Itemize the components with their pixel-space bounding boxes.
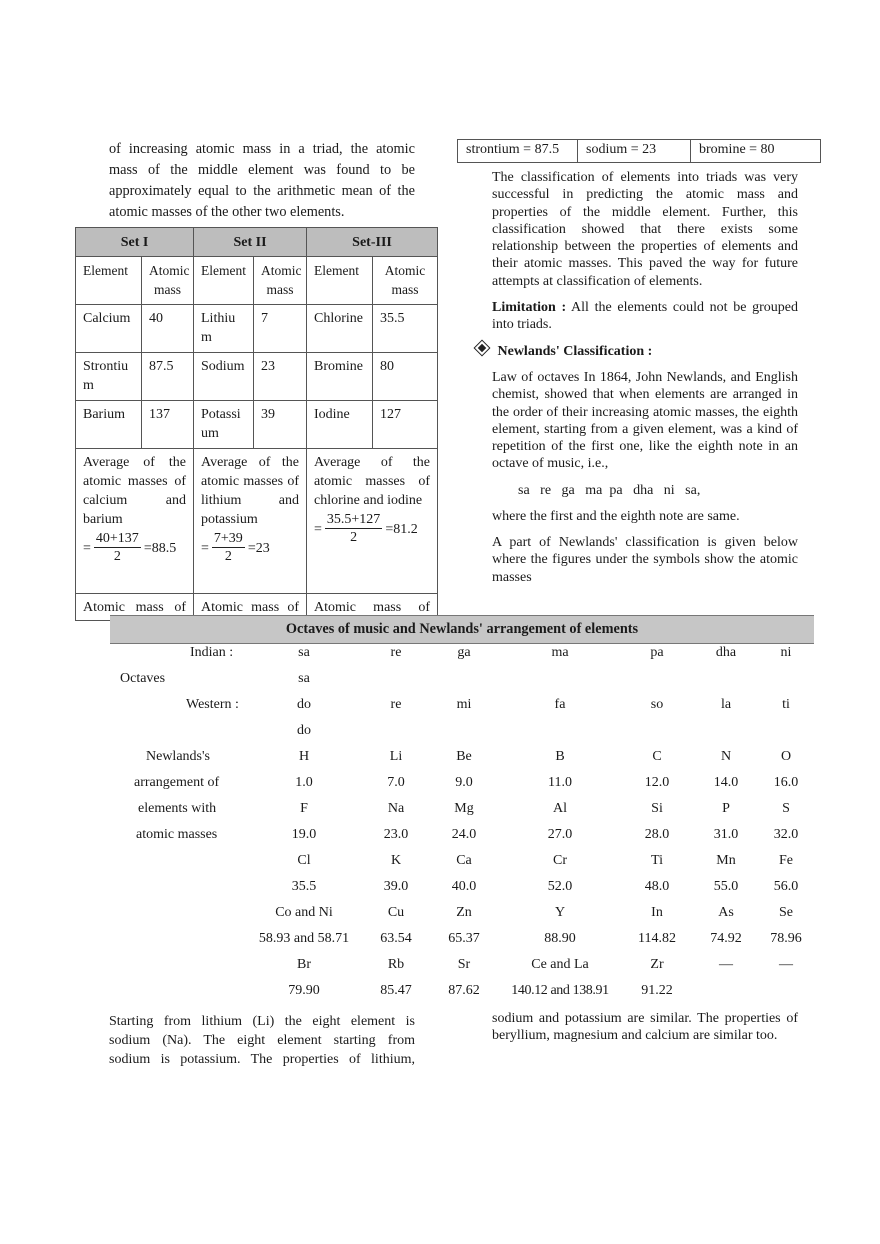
octave-cell: la [720,697,732,712]
octave-cell: 140.12 and 138.91 [511,983,609,998]
fraction [94,531,141,566]
text-line: sodium (Na). The eight element starting from [109,1033,415,1048]
newlands-label: atomic masses [136,827,218,842]
average-formula [314,512,418,547]
bottom-left-paragraph [109,1012,415,1069]
octave-cell: Ce and La [531,957,589,972]
octave-cell: 24.0 [451,827,477,842]
octave-cell: 78.96 [770,931,802,946]
octave-cell: Si [651,801,663,816]
average-row [76,449,438,594]
table-cell: Potassium [194,401,254,449]
octave-cell: Cr [553,853,567,868]
text-line: Starting from lithium (Li) the eight element is [109,1014,415,1029]
octave-cell: 16.0 [773,775,799,790]
column-header: Atomic mass [254,257,307,305]
newlands-label: Newlands's [146,749,210,764]
continuation-table [457,139,821,163]
octave-cell: 39.0 [383,879,409,894]
table-cell: 35.5 [373,305,438,353]
octave-cell: pa [650,645,664,660]
average-formula [201,531,270,566]
heading-text: Newlands' Classification : [497,344,653,359]
numerator: 40+137 [95,531,139,546]
octave-cell: 87.62 [448,983,480,998]
table-cell: 23 [254,353,307,401]
set-header: Set II [194,228,307,257]
octave-cell: F [300,801,308,816]
limitation-paragraph [492,299,798,334]
octave-cell: 27.0 [547,827,573,842]
octave-cell: fa [554,697,566,712]
equals-sign: = [83,541,91,556]
octave-cell: As [718,905,734,920]
octave-cell: N [720,749,732,764]
limitation-text: All the elements could not be grouped into triads. [492,300,798,333]
table-cell: Iodine [307,401,373,449]
octave-cell: O [780,749,792,764]
octave-cell: Be [456,749,472,764]
table-header-row [76,228,438,257]
table-row [76,305,438,353]
table-row [76,353,438,401]
octave-cell: re [390,645,402,660]
table-row [76,401,438,449]
diamond-bullet-icon [474,340,491,357]
octave-cell: 65.37 [448,931,480,946]
average-text: Average of the atomic masses of calcium and barium [83,455,186,527]
octave-cell: — [719,957,733,972]
octave-cell: Ca [456,853,472,868]
octave-cell: 14.0 [713,775,739,790]
table-cell: strontium = 87.5 [458,140,578,163]
text-line: sodium is potassium. The properties of lithium, [109,1052,415,1067]
column-header: Atomic mass [373,257,438,305]
octave-cell: Mg [454,801,474,816]
octave-cell: 74.92 [710,931,742,946]
octave-cell: 48.0 [644,879,670,894]
octave-cell: H [298,749,310,764]
octave-cell: Y [554,905,566,920]
triads-conclusion-paragraph: The classification of elements into triads was very successful in predicting the atomic mass and properties of the middle element. Further, this classification showed that there exists some relationship between the properties of elements and their atomic masses. This paved the way for future attempts at classification of elements. [492,170,798,289]
table-cell: Atomic mass of [76,594,194,621]
octave-cell: 114.82 [638,931,676,946]
octave-cell: dha [715,645,737,660]
newlands-heading [476,343,652,361]
octave-cell: 52.0 [547,879,573,894]
table-cell: Sodium [194,353,254,401]
octave-cell: 1.0 [295,775,313,790]
octave-cell: — [779,957,793,972]
octave-cell: B [555,749,565,764]
table-cell: Strontium [76,353,142,401]
average-text: Average of the atomic masses of chlorine and iodine [314,455,431,508]
table-cell: bromine = 80 [691,140,821,163]
table-cell: sodium = 23 [578,140,691,163]
octave-cell: ni [780,645,792,660]
text-line: atomic masses of the other two elements. [109,204,345,220]
label-indian: Indian : [190,645,234,660]
octave-cell: so [650,697,664,712]
octave-cell: 23.0 [383,827,409,842]
average-cell [307,449,438,594]
label-western: Western : [186,697,239,712]
column-header: Element [76,257,142,305]
octave-cell: 31.0 [713,827,739,842]
octave-cell: 28.0 [644,827,670,842]
denominator: 2 [350,530,358,545]
notes-line: sa re ga ma pa dha ni sa, [518,483,701,498]
octave-cell: C [652,749,662,764]
table-cell: 80 [373,353,438,401]
octave-cell: Rb [387,957,405,972]
octave-cell: do [297,697,311,712]
result: =81.2 [385,522,418,537]
column-header: Element [307,257,373,305]
table-cell: 137 [142,401,194,449]
table-cell: Chlorine [307,305,373,353]
table-cell: Lithium [194,305,254,353]
table-cell: Calcium [76,305,142,353]
octave-cell: 85.47 [380,983,412,998]
octave-cell: ti [782,697,790,712]
limitation-label: Limitation : [492,300,567,315]
table-cell: 87.5 [142,353,194,401]
set-header: Set I [76,228,194,257]
octave-cell: Ti [651,853,663,868]
octave-cell: Sr [457,957,471,972]
octave-cell: 32.0 [773,827,799,842]
octave-cell: Mn [716,853,736,868]
table-cell: Barium [76,401,142,449]
octave-cell: Fe [779,853,793,868]
table-cell: 127 [373,401,438,449]
numerator: 35.5+127 [326,512,381,527]
result: =88.5 [143,541,177,556]
text-line: mass of the middle element was found to be [109,162,415,178]
denominator: 2 [224,549,232,564]
column-header: Element [194,257,254,305]
fraction [212,531,245,566]
numerator: 7+39 [213,531,243,546]
octave-cell: Li [389,749,403,764]
average-formula [83,531,176,566]
octave-cell: K [390,853,402,868]
equals-sign: = [201,541,209,556]
table-cell: Atomic mass of [307,594,438,621]
octave-cell: Co and Ni [275,905,333,920]
octave-cell: sa [298,671,310,686]
octave-cell: 63.54 [380,931,412,946]
bottom-right-paragraph: sodium and potassium are similar. The properties of beryllium, magnesium and calcium are similar too. [492,1011,798,1044]
table-cell: 39 [254,401,307,449]
octave-cell: do [297,723,311,738]
octave-cell: re [390,697,402,712]
text-line: of increasing atomic mass in a triad, the atomic [109,141,415,157]
octave-cell: Br [297,957,311,972]
octave-cell: Cu [387,905,405,920]
label-octaves: Octaves [120,671,166,686]
octave-cell: 11.0 [548,775,572,790]
octave-cell: sa [298,645,310,660]
average-cell [76,449,194,594]
octave-cell: Al [553,801,567,816]
note-explanation: where the first and the eighth note are same. [492,509,740,524]
octave-cell: 91.22 [641,983,673,998]
octave-cell: 35.5 [291,879,317,894]
table-cell: 7 [254,305,307,353]
octave-cell: 19.0 [291,827,317,842]
octave-cell: 79.90 [288,983,320,998]
octave-cell: 7.0 [387,775,405,790]
octave-cell: 55.0 [713,879,739,894]
table-row [458,140,821,163]
result: =23 [247,541,270,556]
octave-cell: ma [551,645,569,660]
equals-sign: = [314,522,322,537]
octave-cell: P [722,801,730,816]
octave-cell: 56.0 [773,879,799,894]
octave-cell: Na [387,801,405,816]
octave-cell: Se [779,905,793,920]
table-cell: Atomic mass of [194,594,307,621]
average-cell [194,449,307,594]
left-intro-paragraph [109,139,415,223]
octave-cell: 12.0 [644,775,670,790]
octaves-table-title: Octaves of music and Newlands' arrangement of elements [110,615,814,644]
octave-cell: Zn [456,905,472,920]
octave-cell: Zr [650,957,664,972]
denominator: 2 [113,549,121,564]
octave-cell: Cl [297,853,311,868]
triads-table [75,227,438,621]
table-cell: 40 [142,305,194,353]
average-text: Average of the atomic masses of lithium and potassium [201,455,299,527]
octave-cell: S [782,801,790,816]
octave-cell: ga [457,645,471,660]
newlands-label: arrangement of [134,775,220,790]
fraction [325,512,382,547]
octave-cell: 9.0 [455,775,473,790]
text-line: approximately equal to the arithmetic mean of the [109,183,415,199]
set-header: Set-III [307,228,438,257]
table-subheader-row [76,257,438,305]
octave-cell: In [651,905,663,920]
law-of-octaves-paragraph: Law of octaves In 1864, John Newlands, and English chemist, showed that when elements are arranged in the order of their increasing atomic masses, the eighth element, starting from a given element, was a kind of repetition of the first one, like the eighth note in an octave of music, i.e., [492,370,798,472]
octave-cell: mi [456,697,472,712]
octave-cell: 58.93 and 58.71 [258,931,350,946]
newlands-label: elements with [138,801,217,816]
octave-cell: 88.90 [544,931,576,946]
octave-cell: 40.0 [451,879,477,894]
newlands-part-paragraph: A part of Newlands' classification is given below where the figures under the symbols show the atomic masses [492,535,798,585]
column-header: Atomic mass [142,257,194,305]
table-cell: Bromine [307,353,373,401]
